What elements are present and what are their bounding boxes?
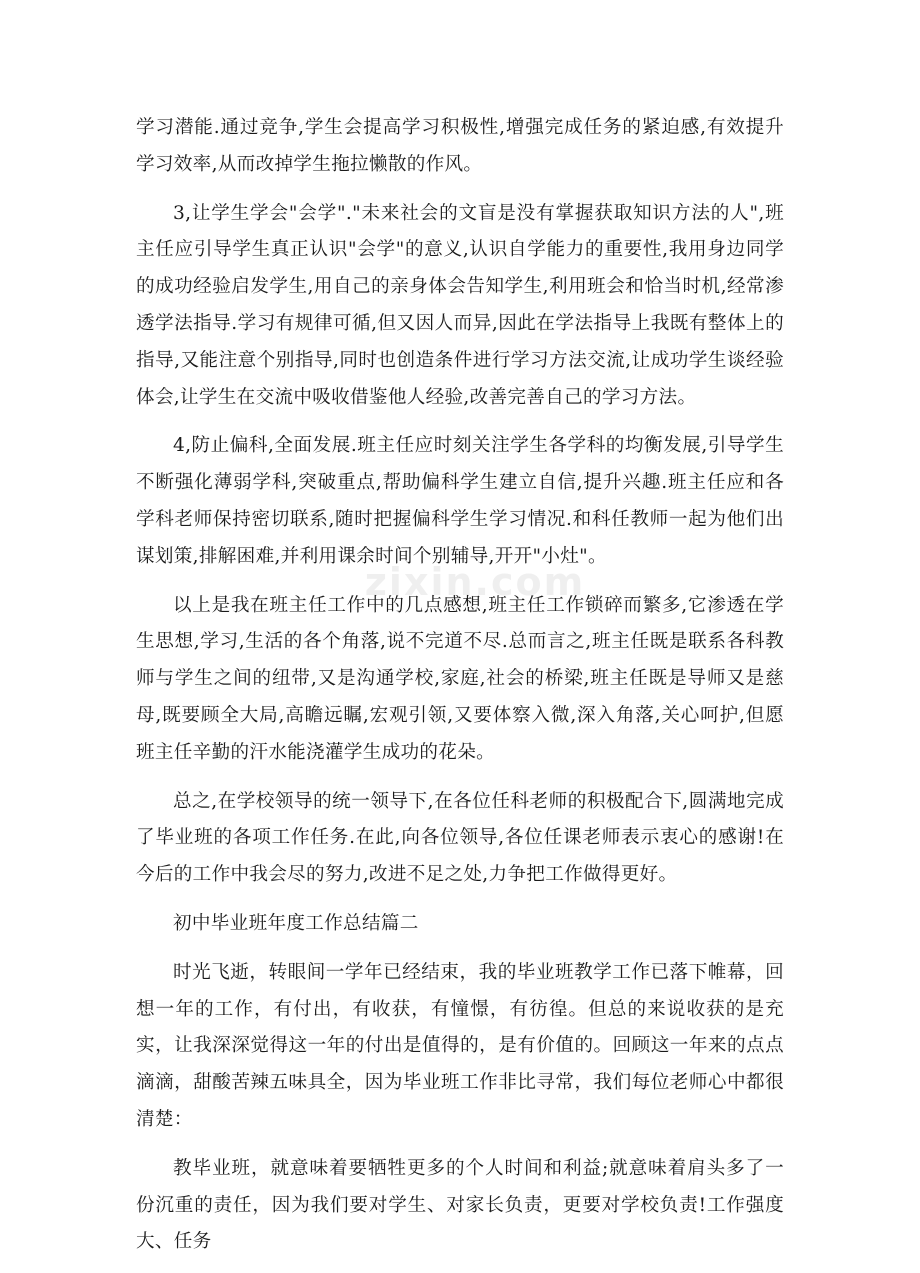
paragraph: 教毕业班，就意味着要牺牲更多的个人时间和利益;就意味着肩头多了一份沉重的责任，因为我们要对学生、对家长负责，更要对学校负责!工作强度大、任务 xyxy=(136,1157,784,1253)
paragraph: 时光飞逝，转眼间一学年已经结束，我的毕业班教学工作已落下帷幕，回想一年的工作，有付出，有收获，有憧憬，有彷徨。但总的来说收获的是充实，让我深深觉得这一年的付出是值得的，是有价值的。回顾这一年来的点点滴滴，甜酸苦辣五味具全，因为毕业班工作非比寻常，我们每位老师心中都很清楚： xyxy=(136,961,784,1130)
document-body xyxy=(136,110,784,1273)
watermark: zixin.com xyxy=(364,560,586,604)
section-heading: 初中毕业班年度工作总结篇二 xyxy=(173,912,419,934)
paragraph: 4,防止偏科,全面发展.班主任应时刻关注学生各学科的均衡发展,引导学生不断强化薄弱学科,突破重点,帮助偏科学生建立自信,提升兴趣.班主任应和各学科老师保持密切联系,随时把握偏科学生学习情况.和科任教师一起为他们出谋划策,排解困难,并利用课余时间个别辅导,开开"小灶"。 xyxy=(136,435,784,567)
paragraph: 总之,在学校领导的统一领导下,在各位任科老师的积极配合下,圆满地完成了毕业班的各项工作任务.在此,向各位领导,各位任课老师表示衷心的感谢!在今后的工作中我会尽的努力,改进不足之处,力争把工作做得更好。 xyxy=(136,790,784,886)
paragraph: 学习潜能.通过竞争,学生会提高学习积极性,增强完成任务的紧迫感,有效提升学习效率,从而改掉学生拖拉懒散的作风。 xyxy=(136,117,784,175)
paragraph: 3,让学生学会"会学"."未来社会的文盲是没有掌握获取知识方法的人",班主任应引导学生真正认识"会学"的意义,认识自学能力的重要性,我用身边同学的成功经验启发学生,用自己的亲身体会告知学生,利用班会和恰当时机,经常渗透学法指导.学习有规律可循,但又因人而异,因此在学法指导上我既有整体上的指导,又能注意个别指导,同时也创造条件进行学习方法交流,让成功学生谈经验体会,让学生在交流中吸收借鉴他人经验,改善完善自己的学习方法。 xyxy=(136,202,784,408)
paragraph: 以上是我在班主任工作中的几点感想,班主任工作锁碎而繁多,它渗透在学生思想,学习,生活的各个角落,说不完道不尽.总而言之,班主任既是联系各科教师与学生之间的纽带,又是沟通学校,家庭,社会的桥梁,班主任既是导师又是慈母,既要顾全大局,高瞻远瞩,宏观引领,又要体察入微,深入角落,关心呵护,但愿班主任辛勤的汗水能浇灌学生成功的花朵。 xyxy=(136,594,784,763)
